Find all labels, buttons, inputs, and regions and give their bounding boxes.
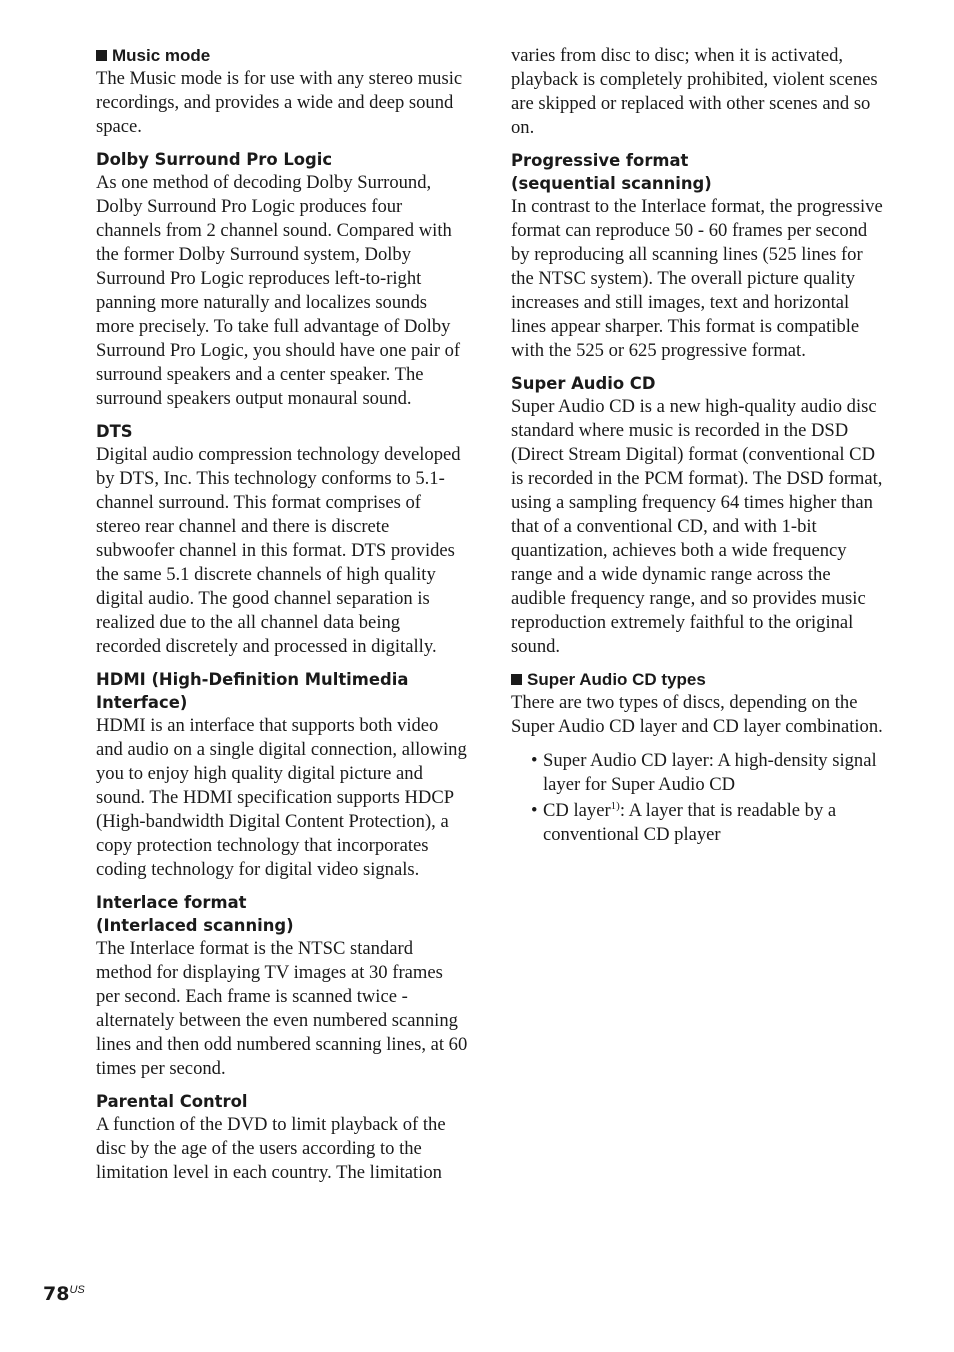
music-mode-heading [96,44,468,67]
progressive-heading-line2: (sequential scanning) [511,174,712,193]
sacd-types-body: There are two types of discs, depending on the Super Audio CD layer and CD layer combination. [511,692,883,737]
hdmi-section [96,668,468,882]
interlace-heading-line2: (Interlaced scanning) [96,916,294,935]
list-item-text: Super Audio CD layer: A high-density signal layer for Super Audio CD [543,750,877,795]
music-mode-title: Music mode [112,46,211,65]
sacd-section [511,372,883,659]
hdmi-heading: HDMI (High-Definition Multimedia Interface) [96,670,409,712]
footnote-marker: 1) [610,799,620,812]
dolby-heading: Dolby Surround Pro Logic [96,150,333,169]
progressive-section [511,149,883,363]
list-item [531,749,883,797]
sacd-types-section [511,668,883,847]
parental-continued-section [511,44,883,140]
page-region-suffix: US [69,1284,85,1296]
interlace-section [96,891,468,1081]
square-bullet-icon [96,50,107,61]
bullet-icon: • [531,750,538,771]
interlace-body: The Interlace format is the NTSC standard method for displaying TV images at 30 frames per second. Each frame is scanned twice - alternately between the even numbered scanning lines and then odd numbered scanning lines, at 60 times per second. [96,938,468,1079]
sacd-types-heading [511,668,883,691]
right-column [511,44,883,856]
list-item-suffix: : A layer that is readable by a conventional CD player [543,800,837,845]
sacd-body: Super Audio CD is a new high-quality audio disc standard where music is recorded in the DSD (Direct Stream Digital) format (conventional CD is recorded in the PCM format). The DSD format, using a sampling frequency 64 times higher than that of a conventional CD, and with 1-bit quantization, achieves both a wide frequency range and a wide dynamic range across the audible frequency range, and so provides music reproduction extremely faithful to the original sound. [511,396,883,657]
progressive-heading-line1: Progressive format [511,151,689,170]
dts-section [96,420,468,659]
parental-body-continued: varies from disc to disc; when it is activated, playback is completely prohibited, violent scenes are skipped or replaced with other scenes and so on. [511,45,878,138]
parental-heading: Parental Control [96,1092,248,1111]
interlace-heading-line1: Interlace format [96,893,247,912]
bullet-icon: • [531,800,538,821]
music-mode-body: The Music mode is for use with any stereo music recordings, and provides a wide and deep sound space. [96,68,463,137]
page-number [43,1283,85,1305]
dolby-body: As one method of decoding Dolby Surround, Dolby Surround Pro Logic produces four channels from 2 channel sound. Compared with the former Dolby Surround system, Dolby Surround Pro Logic reproduces left-to-right panning more naturally and localizes sounds more precisely. To take full advantage of Dolby Surround Pro Logic, you should have one pair of surround speakers and a center speaker. The surround speakers output monaural sound. [96,172,461,409]
hdmi-body: HDMI is an interface that supports both video and audio on a single digital connection, allowing you to enjoy high quality digital picture and sound. The HDMI specification supports HDCP (High-bandwidth Digital Content Protection), a copy protection technology that incorporates coding technology for digital video signals. [96,715,467,880]
sacd-types-list [511,749,883,847]
dts-body: Digital audio compression technology developed by DTS, Inc. This technology conforms to 5.1-channel surround. This format comprises of stereo rear channel and there is discrete subwoofer channel in this format. DTS provides the same 5.1 discrete channels of high quality digital audio. The good channel separation is realized due to the all channel data being recorded discretely and processed in digitally. [96,444,461,657]
page-number-value: 78 [43,1283,70,1305]
list-item-prefix: CD layer [543,800,611,821]
progressive-body: In contrast to the Interlace format, the progressive format can reproduce 50 - 60 frames per second by reproducing all scanning lines (525 lines for the NTSC system). The overall picture quality increases and still images, text and horizontal lines appear sharper. This format is compatible with the 525 or 625 progressive format. [511,196,883,361]
music-mode-section [96,44,468,139]
dts-heading: DTS [96,422,133,441]
dolby-section [96,148,468,411]
left-column [96,44,468,1194]
sacd-heading: Super Audio CD [511,374,656,393]
square-bullet-icon [511,674,522,685]
list-item [531,799,883,847]
sacd-types-title: Super Audio CD types [527,670,706,689]
parental-body: A function of the DVD to limit playback of the disc by the age of the users according to the limitation level in each country. The limitation [96,1114,446,1183]
parental-section [96,1090,468,1185]
